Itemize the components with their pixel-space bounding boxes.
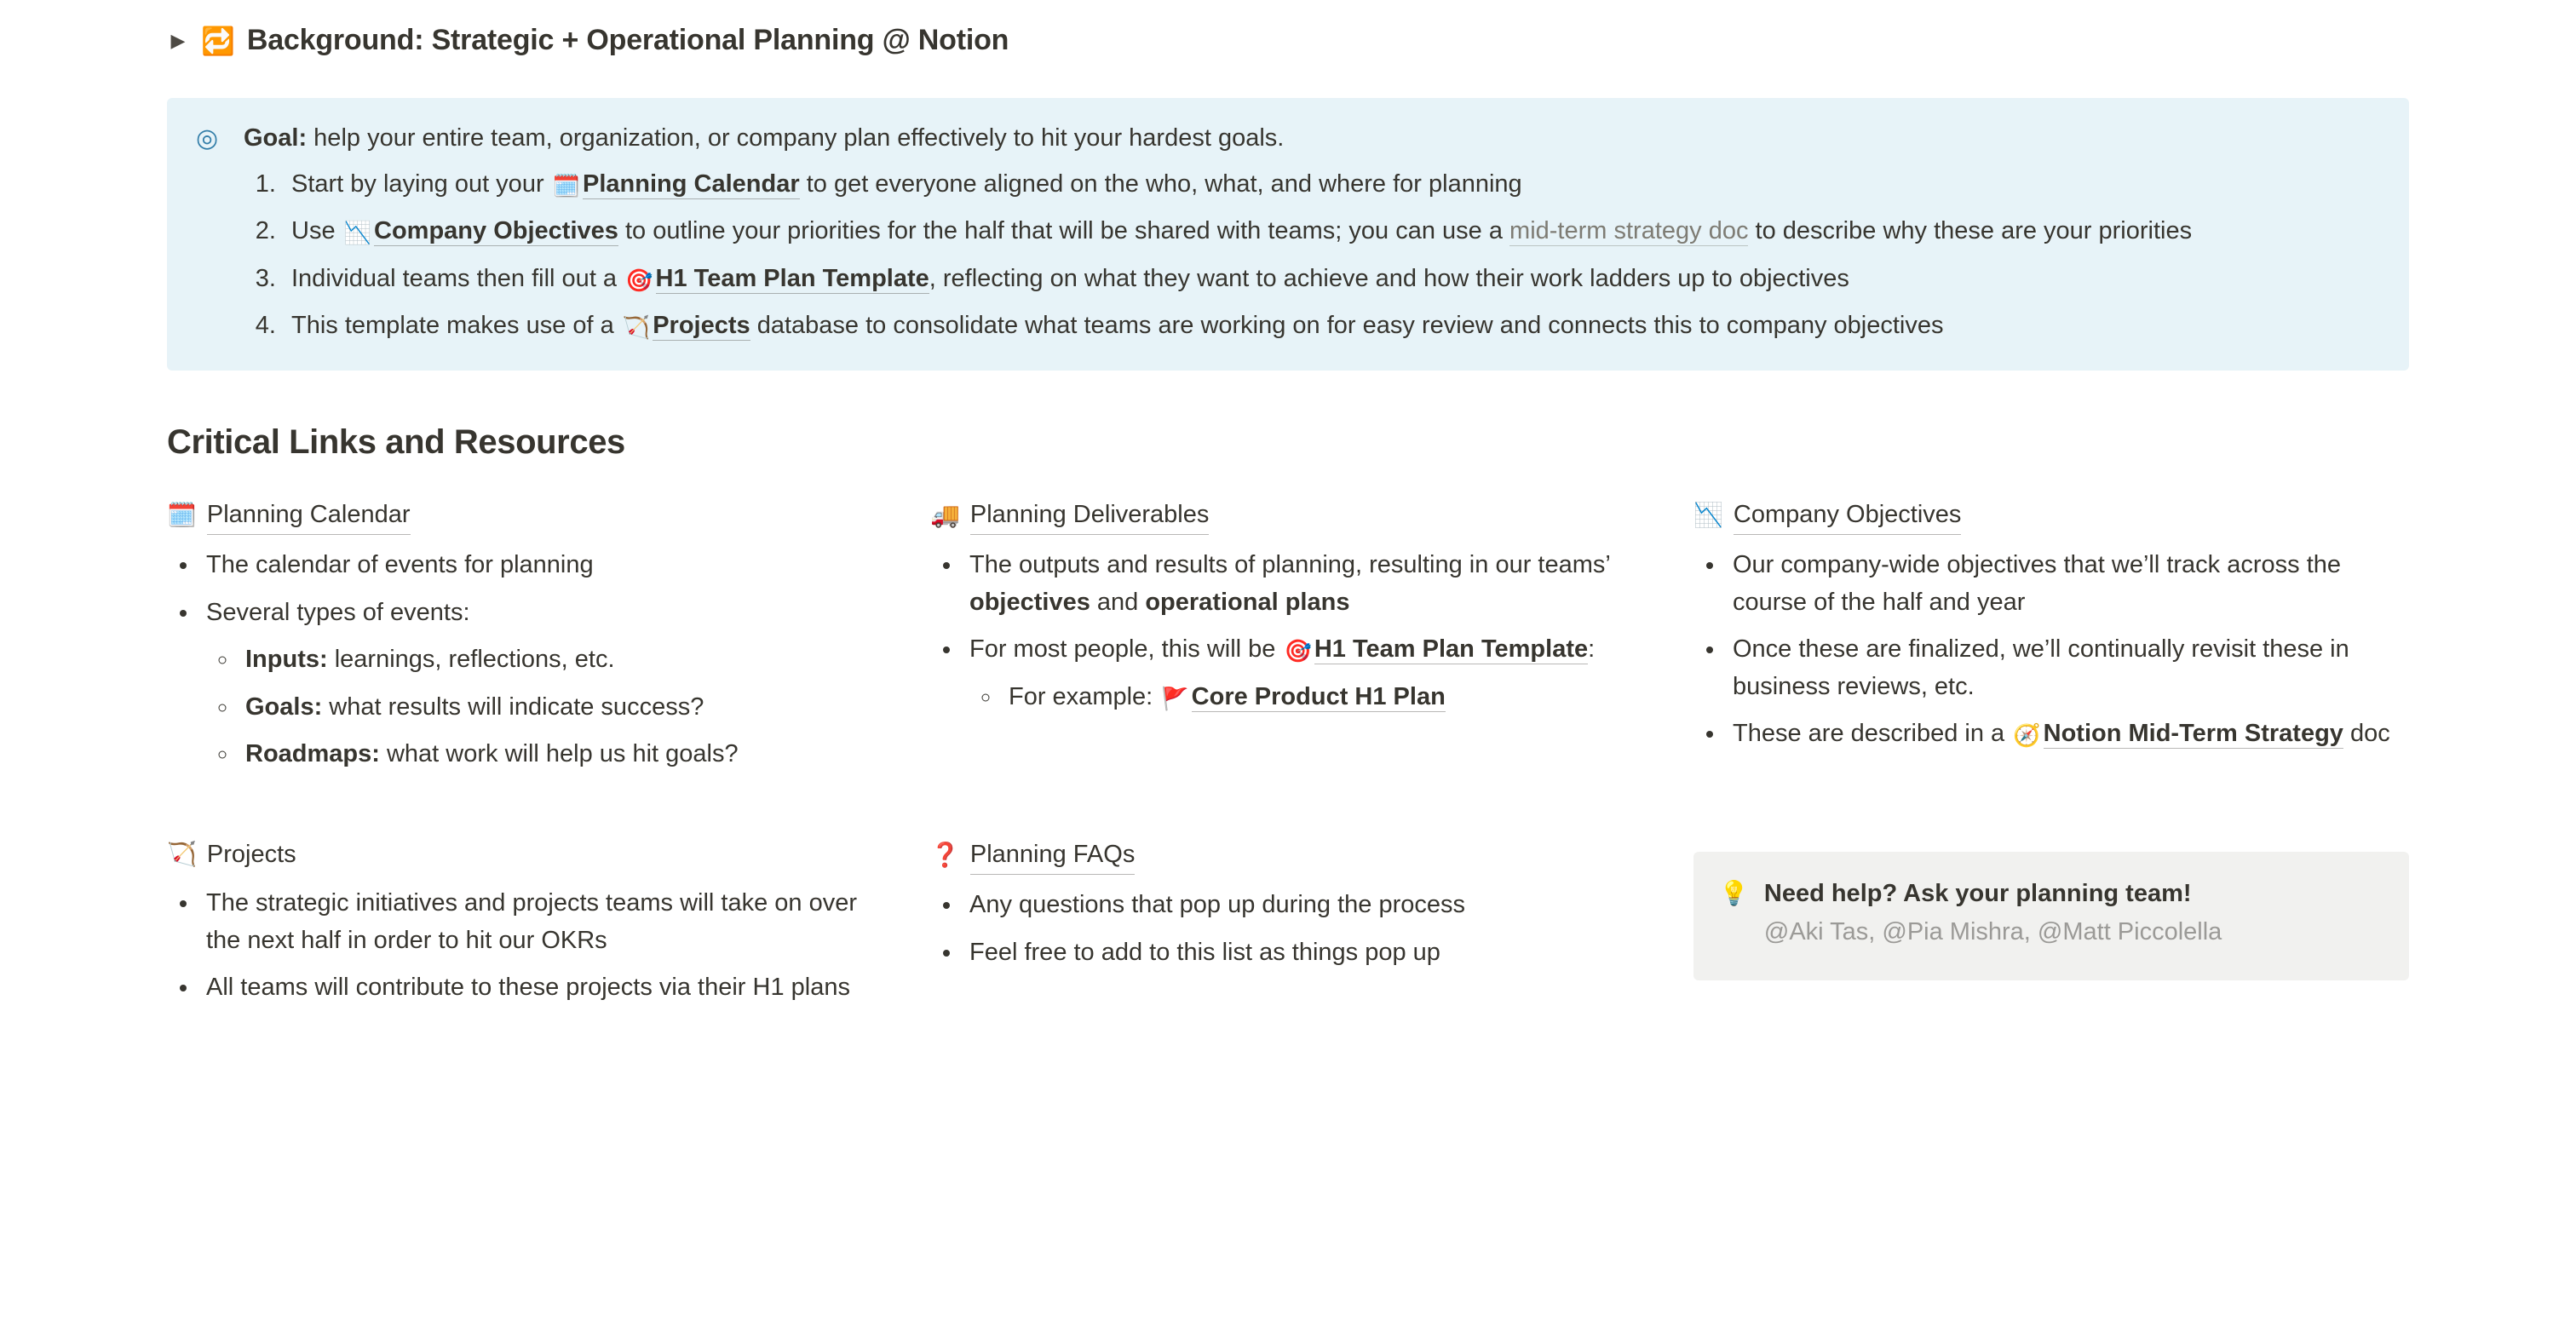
bullet-list: [167, 547, 883, 773]
sub-item-bold: Roadmaps:: [245, 740, 380, 767]
target-icon: ◎: [196, 124, 219, 152]
link-planning-calendar[interactable]: Planning Calendar: [583, 170, 800, 198]
goal-callout: [167, 98, 2409, 371]
step-4-post: database to consolidate what teams are working on for easy review and connects this to company objectives: [750, 312, 1944, 339]
step-3-pre: Individual teams then fill out a: [291, 264, 624, 292]
step-3-post: , reflecting on what they want to achieve and how their work ladders up to objectives: [929, 264, 1849, 292]
bow-arrow-icon: 🏹: [622, 314, 651, 340]
step-2-post2: to describe why these are your priorities: [1748, 217, 2193, 244]
list-item: • Any questions that pop up during the process: [963, 887, 1646, 924]
repeat-icon: 🔁: [201, 25, 235, 56]
list-item-bold: objectives: [969, 588, 1090, 616]
list-item-mid: and: [1090, 588, 1146, 616]
list-item: • Feel free to add to this list as things pop up: [963, 934, 1646, 972]
column-heading: [167, 497, 883, 536]
column-company-objectives: [1693, 497, 2409, 773]
step-2-post: to outline your priorities for the half that will be shared with teams; you can use a: [618, 217, 1510, 244]
list-item: [239, 641, 883, 679]
page-title: Critical Links and Resources: [167, 422, 625, 461]
sub-item-text: learnings, reflections, etc.: [327, 646, 615, 673]
sub-item-text: what results will indicate success?: [322, 692, 704, 721]
list-item: [239, 736, 883, 773]
lightbulb-icon: 💡: [1719, 879, 1749, 906]
list-item: • The strategic initiatives and projects teams will take on over the next half in order to hit our OKRs: [199, 885, 883, 959]
step-4-pre: This template makes use of a: [291, 312, 621, 339]
column-planning-calendar: [167, 497, 930, 773]
goal-line: [244, 120, 2380, 158]
link-h1-team-plan-template[interactable]: H1 Team Plan Template: [655, 264, 929, 292]
resources-row-2: [167, 836, 2409, 1007]
goal-steps-list: [244, 166, 2380, 345]
list-item: [239, 689, 883, 727]
link-projects[interactable]: Projects: [653, 312, 750, 339]
link-company-objectives[interactable]: Company Objectives: [1734, 497, 1962, 536]
column-heading: [167, 836, 883, 874]
list-item: [963, 547, 1646, 621]
link-planning-deliverables[interactable]: Planning Deliverables: [970, 497, 1210, 536]
list-item: [283, 166, 2380, 204]
sub-bullet-list: [206, 641, 883, 773]
list-item-post: doc: [2343, 720, 2390, 747]
column-projects: [167, 836, 930, 1007]
chevron-right-icon[interactable]: ▶: [170, 29, 186, 51]
column-heading: [930, 497, 1646, 536]
list-item: [1002, 679, 1646, 716]
calendar-icon: 🗓️: [552, 172, 581, 198]
list-item: [199, 595, 883, 773]
list-item: [283, 307, 2380, 345]
bullet-list: [930, 887, 1646, 971]
toggle-heading[interactable]: [0, 0, 2576, 62]
column-planning-faqs: [930, 836, 1693, 972]
compass-icon: 🧭: [2013, 722, 2041, 748]
help-callout-title: Need help? Ask your planning team!: [1763, 879, 2192, 907]
link-planning-faqs[interactable]: Planning FAQs: [970, 836, 1135, 876]
list-item-pre: These are described in a: [1733, 720, 2012, 747]
list-item: [283, 213, 2380, 250]
column-heading: [1693, 497, 2409, 536]
list-item: • All teams will contribute to these projects via their H1 plans: [199, 969, 883, 1007]
sub-bullet-list: [969, 679, 1646, 716]
list-item: • Once these are finalized, we’ll continually revisit these in business reviews, etc.: [1726, 631, 2409, 705]
step-1-post: to get everyone aligned on the who, what, and where for planning: [799, 170, 1522, 198]
dart-icon: 🎯: [625, 267, 653, 293]
dart-icon: 🎯: [1284, 638, 1312, 664]
resources-row-1: [167, 497, 2409, 773]
truck-icon: 🚚: [930, 502, 960, 529]
sub-item-text: what work will help us hit goals?: [379, 740, 739, 767]
link-h1-team-plan-template[interactable]: H1 Team Plan Template: [1314, 635, 1589, 663]
help-callout-mentions[interactable]: @Aki Tas, @Pia Mishra, @Matt Piccolella: [1763, 918, 2222, 945]
calendar-icon: 🗓️: [167, 502, 197, 529]
bullet-list: [930, 547, 1646, 715]
column-heading: [930, 836, 1646, 876]
list-item: [283, 261, 2380, 298]
toggle-heading-title: Background: Strategic + Operational Planning @ Notion: [246, 24, 1009, 56]
step-2-pre: Use: [291, 217, 342, 244]
sub-item-pre: For example:: [1009, 682, 1160, 710]
list-item-pre: The outputs and results of planning, resulting in our teams’: [969, 551, 1610, 578]
goal-callout-body: [244, 120, 2380, 345]
chart-down-icon: 📉: [343, 220, 372, 245]
sub-item-bold: Inputs:: [245, 646, 328, 673]
column-planning-deliverables: [930, 497, 1693, 773]
column-help: [1693, 836, 2409, 980]
flag-icon: 🚩: [1161, 685, 1189, 711]
link-company-objectives[interactable]: Company Objectives: [374, 217, 618, 244]
list-item-post: :: [1588, 635, 1596, 663]
sub-item-bold: Goals:: [245, 692, 323, 721]
list-item: [1726, 715, 2409, 753]
chart-down-icon: 📉: [1693, 502, 1723, 529]
link-core-product-h1-plan[interactable]: Core Product H1 Plan: [1191, 682, 1446, 710]
list-item: [963, 631, 1646, 715]
link-planning-calendar[interactable]: Planning Calendar: [207, 497, 411, 536]
bullet-list: [167, 885, 883, 1007]
list-item-bold2: operational plans: [1145, 588, 1350, 616]
step-1-pre: Start by laying out your: [291, 170, 551, 198]
bow-arrow-icon: 🏹: [167, 841, 197, 868]
help-callout-body: [1764, 876, 2222, 951]
link-mid-term-strategy-doc[interactable]: mid-term strategy doc: [1509, 217, 1749, 244]
list-item: • Our company-wide objectives that we’ll track across the course of the half and year: [1726, 547, 2409, 621]
help-callout: [1693, 852, 2409, 980]
list-item-label: Several types of events:: [206, 598, 470, 626]
list-item-pre: For most people, this will be: [969, 635, 1283, 663]
column-title-projects: Projects: [206, 840, 296, 868]
bullet-list: [1693, 547, 2409, 753]
goal-text: help your entire team, organization, or company plan effectively to hit your hardest goals.: [307, 124, 1285, 152]
list-item: • The calendar of events for planning: [199, 547, 883, 584]
link-notion-mid-term-strategy[interactable]: Notion Mid-Term Strategy: [2043, 720, 2343, 747]
question-icon: ❓: [930, 842, 960, 869]
goal-label: Goal:: [244, 124, 308, 152]
